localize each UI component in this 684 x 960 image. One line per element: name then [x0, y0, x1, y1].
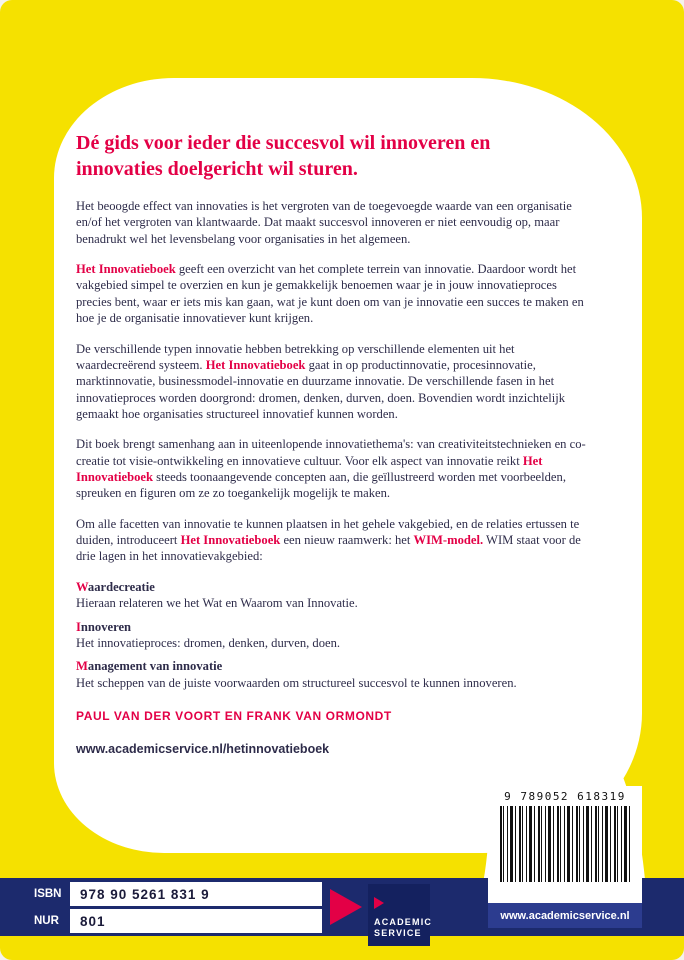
authors-line: PAUL VAN DER VOORT EN FRANK VAN ORMONDT	[76, 708, 392, 723]
cover-tagline: Dé gids voor ieder die succesvol wil innoveren en innovaties doelgericht wil sturen.	[76, 132, 491, 180]
academic-service-logo	[368, 884, 433, 946]
wim-item-desc: Het scheppen van de juiste voorwaarden om structureel succesvol te kunnen innoveren.	[76, 675, 517, 690]
logo-line1: ACADEMIC	[374, 916, 433, 927]
logo-line2: SERVICE	[374, 928, 422, 939]
publisher-arrow-icon	[330, 889, 362, 925]
cover-text	[76, 130, 590, 757]
body-paragraph: Dit boek brengt samenhang aan in uiteenlopende innovatiethema's: van creativiteitstechnieken en co-creatie tot visie-ontwikkeling en innovatieve cultuur. Voor elk aspect van innovatie reikt Het Innovatieboek steeds toonaangevende concepten aan, die geïllustreerd worden met voorbeelden, spreuken en figuren om ze zo toegankelijk mogelijk te maken.	[76, 437, 586, 501]
wim-item-waardecreatie	[76, 579, 590, 612]
logo-chevron-icon	[374, 897, 384, 909]
nur-row	[0, 909, 322, 933]
isbn-row	[0, 882, 322, 906]
body-paragraph: De verschillende typen innovatie hebben betrekking op verschillende elementen uit het waardecreërend systeem. Het Innovatieboek gaat in op productinnovatie, procesinnovatie, marktinnovatie, businessmodel-innovatie en duurzame innovatie. De verschillende fasen in het innovatieproces worden doorgrond: dromen, denken, durven, doen. Bovendien wordt inzichtelijk gemaakt hoe organisaties structureel innovatief kunnen worden.	[76, 341, 566, 421]
nur-value: 801	[70, 909, 322, 933]
body-paragraph: Het Innovatieboek geeft een overzicht van het complete terrein van innovatie. Daardoor wordt het vakgebied simpel te overzien en kun je gemakkelijk benoemen waar je in jouw innovatieproces precies bent, waar er iets mis kan gaan, wat je kunt doen om van je innovatie een succes te maken en hoe je de organisatie innovatiever kunt krijgen.	[76, 262, 584, 326]
wim-item-innoveren	[76, 619, 590, 652]
wim-item-desc: Hieraan relateren we het Wat en Waarom van Innovatie.	[76, 596, 358, 611]
book-website-url: www.academicservice.nl/hetinnovatieboek	[76, 741, 330, 756]
body-paragraph: Het beoogde effect van innovaties is het vergroten van de toegevoegde waarde van een organisatie en/of het vergroten van klantwaarde. Dat maakt succesvol innoveren er niet eenvoudig op, maar benadrukt wel het levensbelang voor organisaties in het algemeen.	[76, 199, 572, 246]
isbn-label: ISBN	[34, 888, 62, 900]
barcode-bars	[500, 806, 630, 882]
nur-label: NUR	[34, 915, 59, 927]
body-paragraph: Om alle facetten van innovatie te kunnen plaatsen in het gehele vakgebied, en de relaties ertussen te duiden, introduceert Het Innovatieboek een nieuw raamwerk: het WIM-model. WIM staat voor de drie lagen in het innovatievakgebied:	[76, 516, 581, 564]
wim-item-title: Management van innovatie	[76, 659, 223, 674]
wim-item-desc: Het innovatieproces: dromen, denken, durven, doen.	[76, 635, 341, 650]
wim-item-title: Innoveren	[76, 619, 132, 634]
wim-model-list	[76, 579, 590, 691]
barcode-block	[488, 786, 642, 928]
publisher-url-strip: www.academicservice.nl	[488, 903, 642, 928]
wim-item-management	[76, 658, 590, 691]
wim-item-title: Waardecreatie	[76, 579, 155, 594]
barcode-number: 9 789052 618319	[504, 790, 626, 803]
isbn-value: 978 90 5261 831 9	[70, 882, 322, 906]
code-rows	[0, 882, 322, 936]
